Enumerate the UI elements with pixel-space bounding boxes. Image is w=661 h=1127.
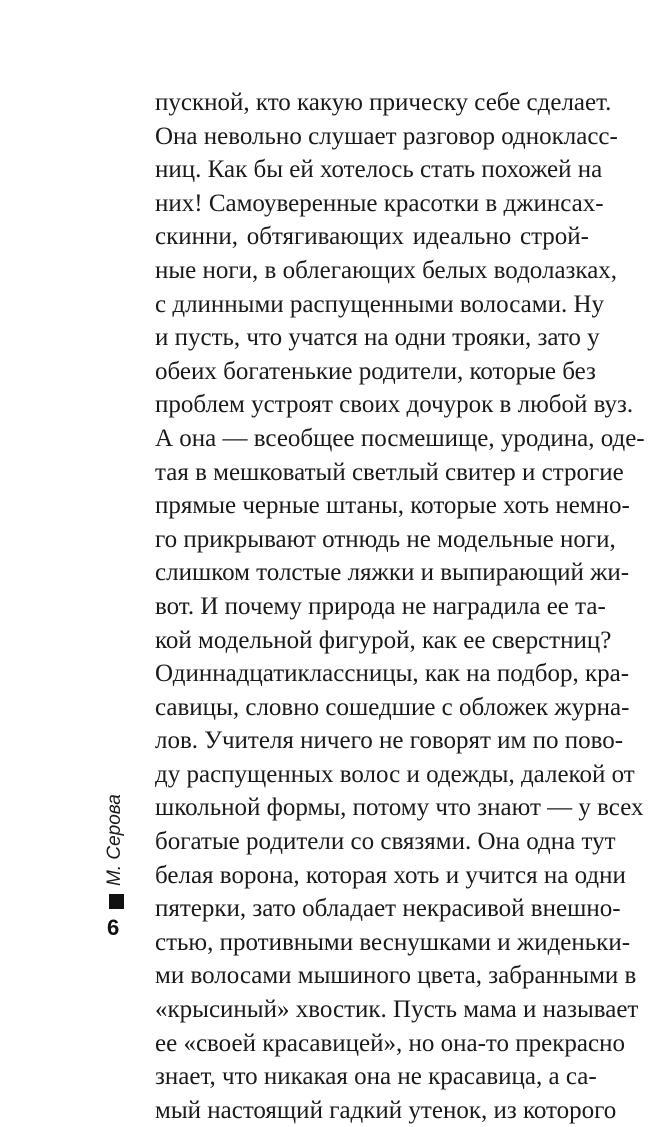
text-line: ми волосами мышиного цвета, забранными в <box>155 962 637 990</box>
text-line: лов. Учителя ничего не говорят им по пово- <box>155 727 624 755</box>
text-line: них! Самоуверенные красотки в джинсах- <box>155 189 604 217</box>
running-head-author: М. Серова <box>104 794 125 886</box>
text-line: пятерки, зато обладает некрасивой внешно- <box>155 895 621 923</box>
text-line: го прикрывают отнюдь не модельные ноги, <box>155 525 616 553</box>
text-line: слишком толстые ляжки и выпирающий жи- <box>155 559 630 587</box>
text-line: «крысиный» хвостик. Пусть мама и называет <box>155 996 639 1024</box>
body-text <box>155 86 645 1127</box>
text-line: школьной формы, потому что знают — у всех <box>155 794 644 822</box>
text-line: и пусть, что учатся на одни трояки, зато у <box>155 324 600 352</box>
text-line: скинни, обтягивающих идеально строй- <box>155 223 589 251</box>
text-line: знает, что никакая она не красавица, а са- <box>155 1063 597 1091</box>
text-line: мый настоящий гадкий утенок, из которого <box>155 1096 617 1124</box>
text-line: обеих богатенькие родители, которые без <box>155 357 596 385</box>
text-line: прямые черные штаны, которые хоть немно- <box>155 492 630 520</box>
text-line: савицы, словно сошедшие с обложек журна- <box>155 693 630 721</box>
text-line: стью, противными веснушками и жиденьки- <box>155 928 631 956</box>
page-number: 6 <box>107 915 120 940</box>
square-marker <box>109 894 124 909</box>
text-line: Она невольно слушает разговор однокласс- <box>155 122 618 150</box>
text-line: ду распущенных волос и одежды, далекой от <box>155 760 635 788</box>
text-line: А она — всеобщее посмешище, уродина, оде- <box>155 424 645 452</box>
text-line: пускной, кто какую прическу себе сделает. <box>155 89 612 116</box>
text-line: с длинными распущенными волосами. Ну <box>155 290 604 318</box>
text-line: белая ворона, которая хоть и учится на одни <box>155 861 626 889</box>
text-line: вот. И почему природа не наградила ее та- <box>155 592 606 620</box>
text-line: ные ноги, в облегающих белых водолазках, <box>155 256 618 284</box>
text-line: тая в мешковатый светлый свитер и строгие <box>155 458 624 486</box>
text-line: ее «своей красавицей», но она-то прекрасно <box>155 1029 625 1057</box>
text-line: проблем устроят своих дочурок в любой вуз. <box>155 391 634 419</box>
text-line: кой модельной фигурой, как ее сверстниц? <box>155 626 612 654</box>
text-line: ниц. Как бы ей хотелось стать похожей на <box>155 156 603 184</box>
text-line: Одиннадцатиклассницы, как на подбор, кра- <box>155 660 630 688</box>
text-line: богатые родители со связями. Она одна тут <box>155 828 616 856</box>
